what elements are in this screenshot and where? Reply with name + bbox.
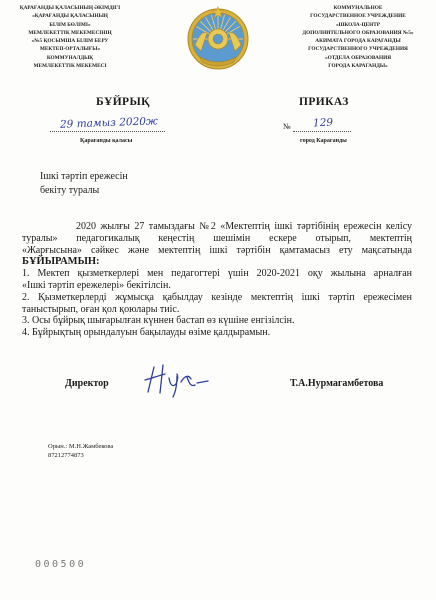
order-number: 129 bbox=[312, 116, 334, 130]
order-item-line: «Ішкі тәртіп ережелері» бекітілсін. bbox=[22, 279, 171, 291]
signatory-position: Директор bbox=[65, 378, 109, 389]
order-title-kz: БҰЙРЫҚ bbox=[96, 96, 150, 108]
header-ru-line: «ОТДЕЛА ОБРАЗОВАНИЯ bbox=[324, 54, 392, 61]
preamble-line: 2020 жылғы 27 тамыздағы №2 «Мектептің ішкі тәртібінің ережесін келісу bbox=[76, 221, 412, 232]
city-kz: Қарағанды қаласы bbox=[80, 138, 133, 144]
header-kz-line: БІЛІМ БӨЛІМІ» bbox=[49, 21, 91, 28]
order-item-line: таныстырып, оған қол қоюлары тиіс. bbox=[22, 303, 180, 315]
state-emblem-icon bbox=[185, 5, 251, 71]
header-kz-block bbox=[10, 4, 130, 70]
header-kz-line: «№5 ҚОСЫМША БІЛІМ БЕРУ bbox=[31, 38, 109, 45]
header-ru-line: КОММУНАЛЬНОЕ bbox=[333, 5, 383, 11]
header-ru-line: ГОСУДАРСТВЕННОЕ УЧРЕЖДЕНИЕ bbox=[310, 13, 406, 20]
order-subject bbox=[40, 170, 128, 198]
order-number-sign: № bbox=[283, 122, 291, 131]
order-item-line: 1. Мектеп қызметкерлері мен педагогтері үшін 2020-2021 оқу жылына арналған bbox=[22, 268, 412, 280]
date-underline bbox=[50, 131, 165, 132]
header-ru-line: ГОСУДАРСТВЕННОГО УЧРЕЖДЕНИЯ bbox=[308, 46, 408, 53]
number-underline bbox=[293, 131, 351, 132]
header-ru-line: ДОПОЛНИТЕЛЬНОГО ОБРАЗОВАНИЯ №5» bbox=[302, 29, 414, 36]
executor-phone: 87212774873 bbox=[48, 452, 84, 459]
header-kz-line: «ҚАРАҒАНДЫ ҚАЛАСЫНЫҢ bbox=[32, 13, 108, 20]
executor-name: Орын.: М.Н.Жамбекова bbox=[48, 443, 114, 450]
header-kz-line: МЕМЛЕКЕТТІК МЕКЕМЕСІНІҢ bbox=[28, 29, 112, 36]
signatory-name: Т.А.Нурмагамбетова bbox=[290, 378, 384, 389]
header-kz-line: ҚАРАҒАНДЫ ҚАЛАСЫНЫҢ ӘКІМДІГІ bbox=[19, 5, 121, 11]
executor-info bbox=[48, 442, 113, 460]
header-kz-line: КОММУНАЛДЫҚ bbox=[46, 54, 94, 61]
order-item-line: 4. Бұйрықтың орындалуын бақылауды өзіме қалдырамын. bbox=[22, 327, 271, 339]
order-item-line: 3. Осы бұйрық шығарылған күннен бастап өз күшіне енгізілсін. bbox=[22, 315, 295, 327]
subject-line: бекіту туралы bbox=[40, 185, 100, 196]
order-title-ru: ПРИКАЗ bbox=[299, 96, 349, 108]
order-item-line: 2. Қызметкерлерді жұмысқа қабылдау кезінде мектептің ішкі тәртіп ережесімен bbox=[22, 291, 412, 303]
order-command: БҰЙЫРАМЫН: bbox=[22, 256, 100, 268]
subject-line: Ішкі тәртіп ережесін bbox=[40, 171, 128, 182]
form-serial-number: 000500 bbox=[35, 559, 87, 570]
city-ru: город Караганды bbox=[300, 138, 347, 144]
preamble-line: туралы» педагогикалық кеңестің шешімін ескере отырып, мектептің bbox=[22, 232, 412, 244]
order-date: 29 тамыз 2020ж bbox=[59, 115, 159, 131]
handwritten-signature-icon bbox=[142, 362, 212, 398]
preamble-line: «Жарғысына» сәйкес және мектептің ішкі тәртібін қамтамасыз ету мақсатында bbox=[22, 244, 412, 256]
header-ru-line: АКИМАТА ГОРОДА КАРАГАНДЫ bbox=[315, 38, 401, 45]
header-kz-line: МЕКТЕП-ОРТАЛЫҒЫ» bbox=[39, 46, 101, 53]
header-ru-line: «ШКОЛА-ЦЕНТР bbox=[335, 21, 381, 28]
order-body bbox=[22, 221, 412, 339]
header-ru-block bbox=[290, 4, 426, 70]
header-ru-line: ГОРОДА КАРАГАНДЫ» bbox=[328, 63, 388, 70]
header-kz-line: МЕМЛЕКЕТТІК МЕКЕМЕСІ bbox=[33, 63, 107, 70]
